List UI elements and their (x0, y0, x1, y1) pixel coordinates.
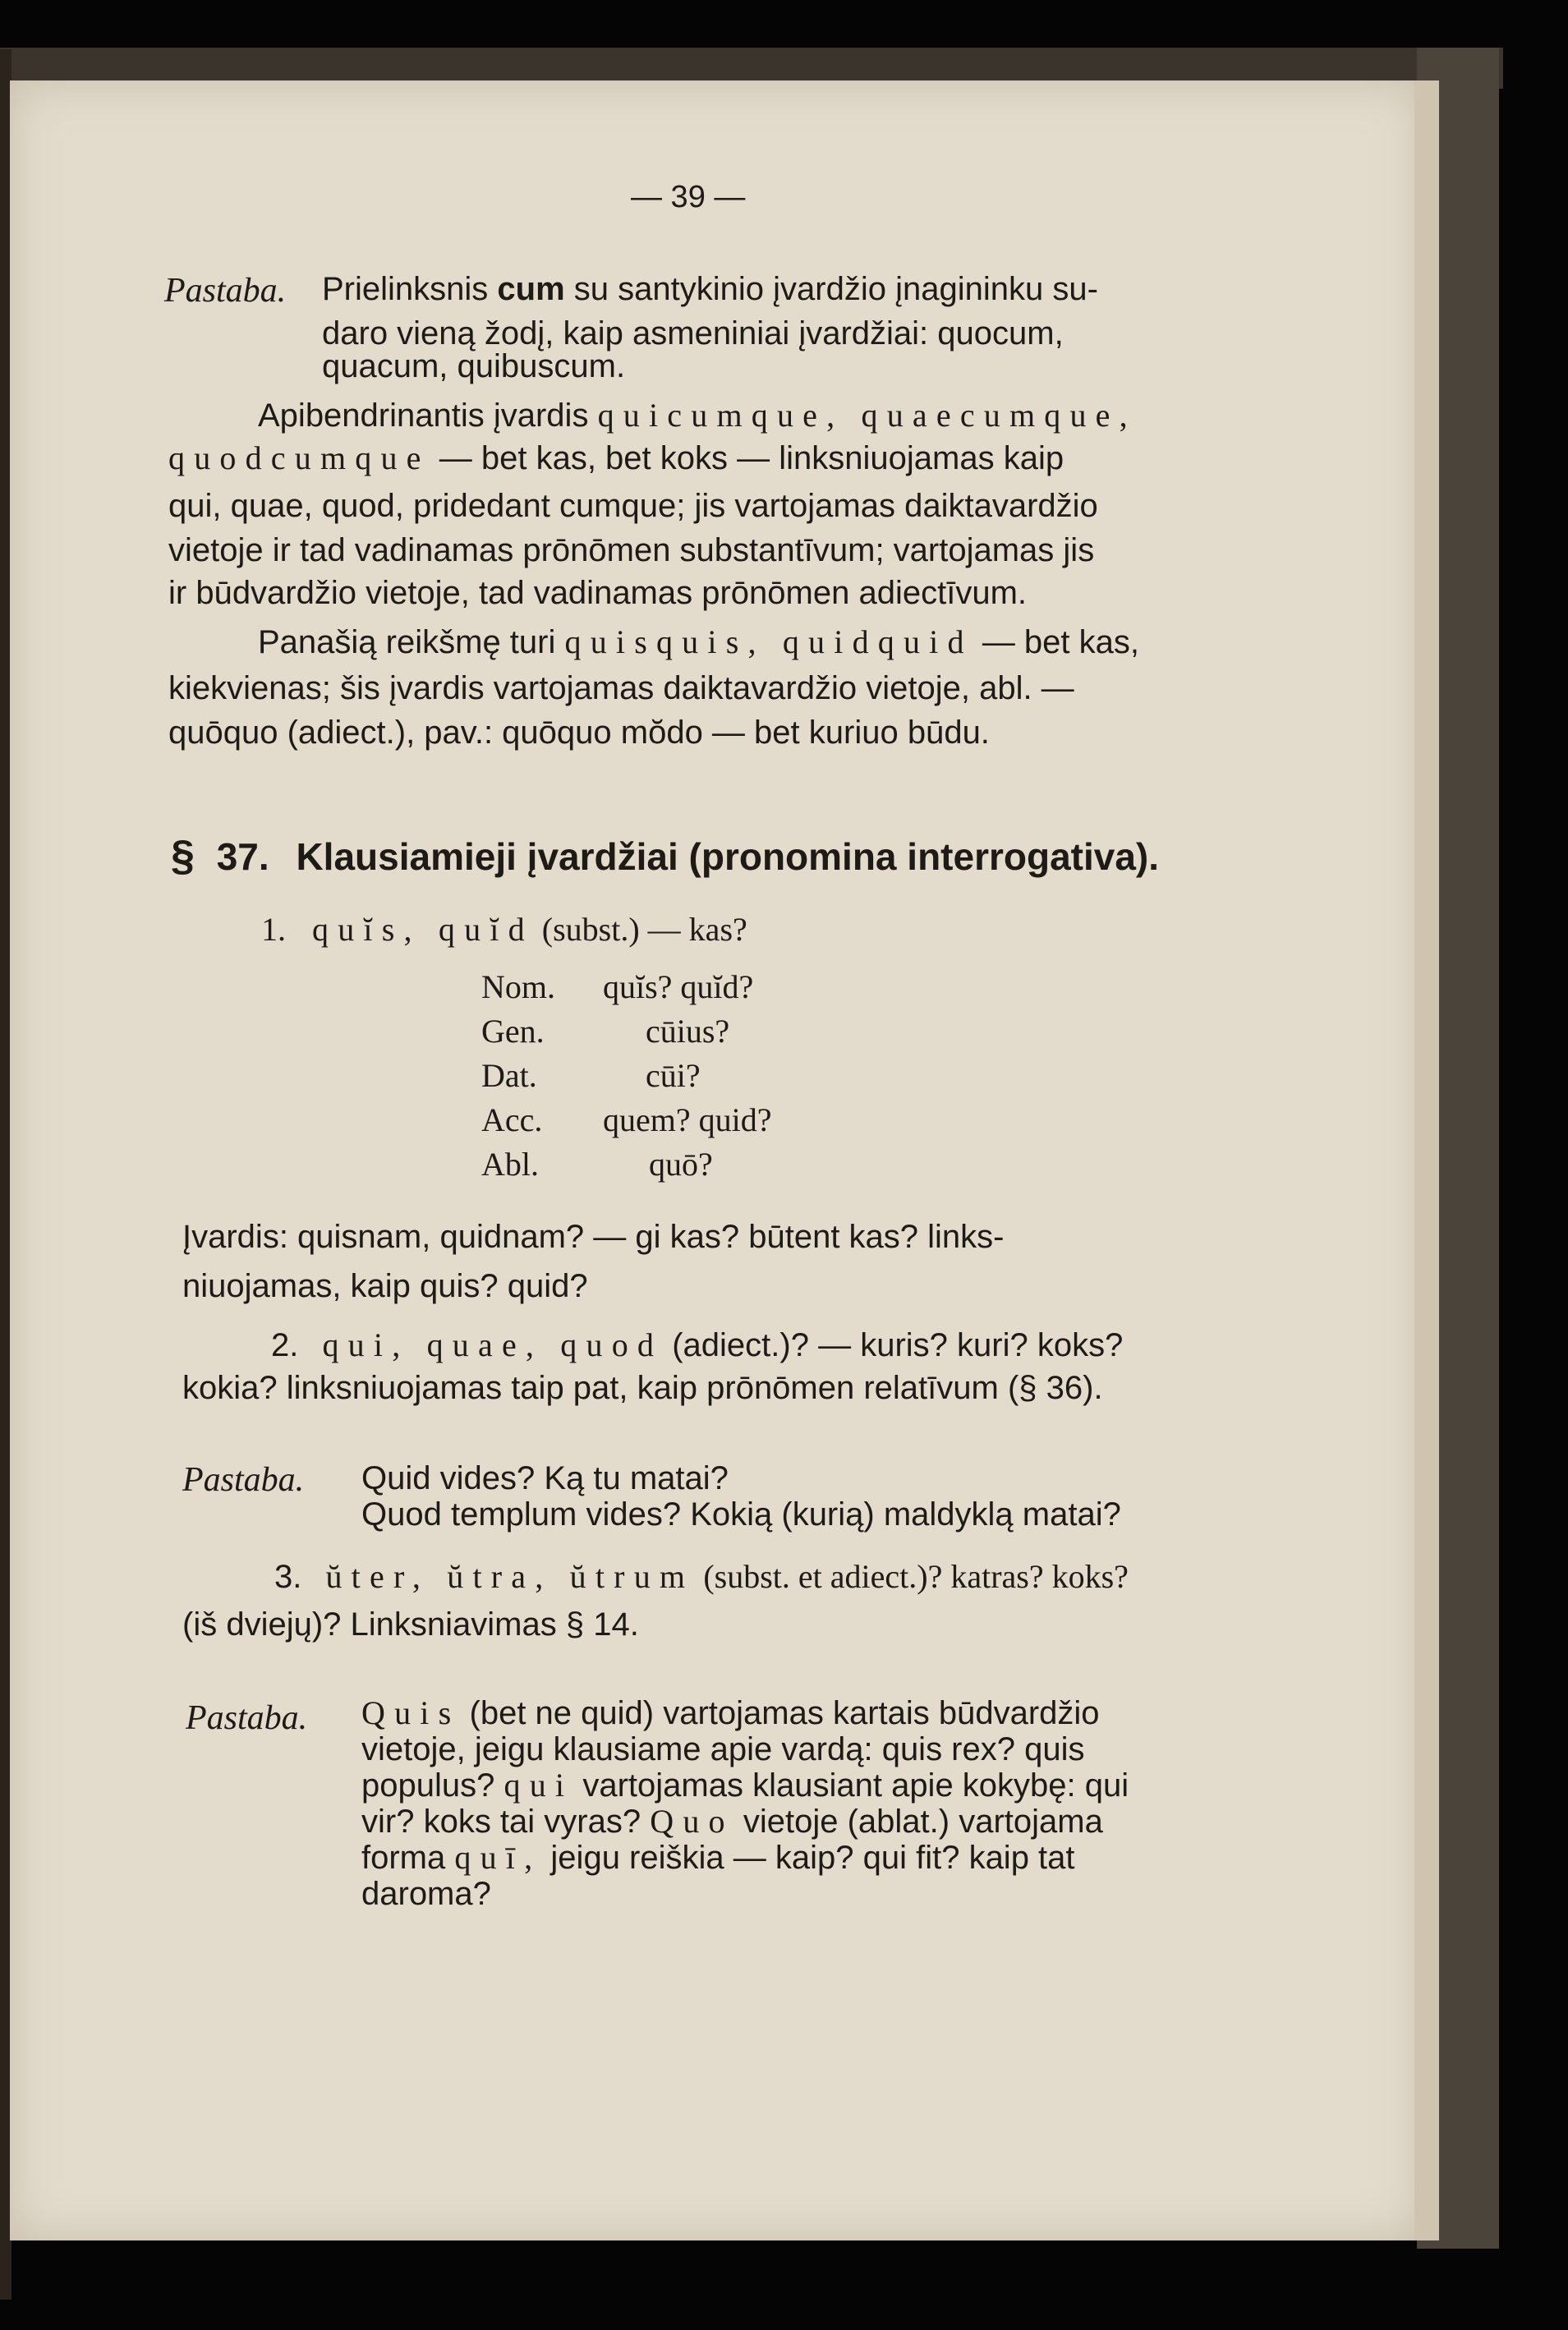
page-number: — 39 — (631, 180, 746, 214)
paragraph-line (258, 621, 1139, 664)
note-text: populus? (361, 1767, 495, 1804)
text: Panašią reikšmę turi (258, 624, 556, 660)
case-label: Nom. (481, 968, 555, 1005)
section-title: Klausiamieji įvardžiai (pronomina interrogativa). (296, 835, 1160, 878)
note-line: daroma? (361, 1876, 491, 1912)
text: — bet kas, bet koks — linksniuojamas kaip (439, 440, 1064, 476)
note-line: vietoje, jeigu klausiame apie vardą: quis rex? quis (361, 1731, 1085, 1767)
item-text: (subst. et adiect.)? katras? koks? (703, 1558, 1129, 1595)
spaced-term: Quis (361, 1694, 461, 1731)
text: Apibendrinantis įvardis (258, 398, 589, 434)
note-line: daro vieną žodį, kaip asmeniniai įvardžiai: quocum, (322, 315, 1064, 352)
note-text: su santykinio įvardžio įnagininku su- (573, 271, 1098, 307)
paragraph-line (168, 437, 1064, 480)
paragraph-line: quōquo (adiect.), pav.: quōquo mŏdo — bet kuriuo būdu. (168, 715, 990, 751)
case-form: quem? quid? (603, 1101, 772, 1138)
paragraph-line: qui, quae, quod, pridedant cumque; jis vartojamas daiktavardžio (168, 488, 1098, 524)
note-text: forma (361, 1840, 446, 1876)
paragraph-line: niuojamas, kaip quis? quid? (182, 1268, 588, 1304)
item-line: kokia? linksniuojamas taip pat, kaip prōnōmen relatīvum (§ 36). (182, 1370, 1103, 1406)
paragraph-line: ir būdvardžio vietoje, tad vadinamas prōnōmen adiectīvum. (168, 575, 1027, 611)
text: — bet kas, (982, 624, 1140, 660)
item-number: 3. (274, 1559, 302, 1595)
case-form: cūi? (646, 1057, 701, 1094)
case-label: Acc. (481, 1101, 543, 1138)
section-number: 37. (216, 835, 269, 878)
case-label: Dat. (481, 1057, 537, 1094)
item-line (271, 1324, 1123, 1367)
note-line: quacum, quibuscum. (322, 348, 626, 384)
section-heading (171, 834, 1159, 878)
spaced-term: quisquis, quidquid (564, 623, 973, 660)
note-line: Quod templum vides? Kokią (kurią) maldyklą matai? (361, 1496, 1121, 1533)
spaced-term: Quo (650, 1803, 734, 1840)
note-label: Pastaba. (186, 1699, 308, 1737)
note-text: vir? koks tai vyras? (361, 1804, 641, 1840)
note-keyword: cum (497, 271, 565, 307)
note-text: Prielinksnis (322, 271, 489, 307)
item-number: 2. (271, 1327, 299, 1363)
item-number: 1. (261, 911, 286, 948)
case-label: Gen. (481, 1013, 545, 1050)
note-text: (bet ne quid) vartojamas kartais būdvardžio (469, 1695, 1100, 1731)
note-line: Quid vides? Ką tu matai? (361, 1460, 729, 1496)
note-label: Pastaba. (182, 1461, 305, 1499)
paragraph-line: vietoje ir tad vadinamas prōnōmen substantīvum; vartojamas jis (168, 532, 1095, 568)
item-text: (subst.) — kas? (541, 911, 747, 948)
note-text: vietoje (ablat.) vartojama (743, 1804, 1103, 1840)
spaced-term: ŭter, ŭtra, ŭtrum (325, 1558, 695, 1595)
note-line (322, 268, 1098, 310)
item-1 (261, 908, 747, 951)
section-symbol: § (171, 832, 195, 880)
paragraph-line: kiekvienas; šis įvardis vartojamas daiktavardžio vietoje, abl. — (168, 670, 1074, 706)
case-form: quĭs? quĭd? (603, 968, 754, 1005)
spaced-term: quodcumque (168, 439, 430, 476)
note-label: Pastaba. (164, 272, 287, 310)
item-line: (iš dviejų)? Linksniavimas § 14. (182, 1606, 639, 1643)
paragraph-line: Įvardis: quisnam, quidnam? — gi kas? būtent kas? links- (182, 1219, 1005, 1255)
note-text: vartojamas klausiant apie kokybę: qui (582, 1767, 1129, 1804)
spaced-term: quicumque, quaecumque, (597, 397, 1137, 434)
paragraph-line (258, 394, 1137, 437)
case-form: quō? (649, 1146, 713, 1183)
spaced-term: quĭs, quĭd (312, 911, 534, 948)
item-line (274, 1556, 1129, 1598)
note-text: jeigu reiškia — kaip? qui fit? kaip tat (550, 1840, 1075, 1876)
case-label: Abl. (481, 1146, 539, 1183)
spaced-term: quī, (454, 1839, 542, 1876)
spaced-term: qui (504, 1767, 574, 1804)
case-form: cūius? (646, 1013, 730, 1050)
page-edge (1414, 80, 1439, 2240)
item-text: (adiect.)? — kuris? kuri? koks? (672, 1327, 1124, 1363)
spaced-term: qui, quae, quod (322, 1326, 664, 1363)
